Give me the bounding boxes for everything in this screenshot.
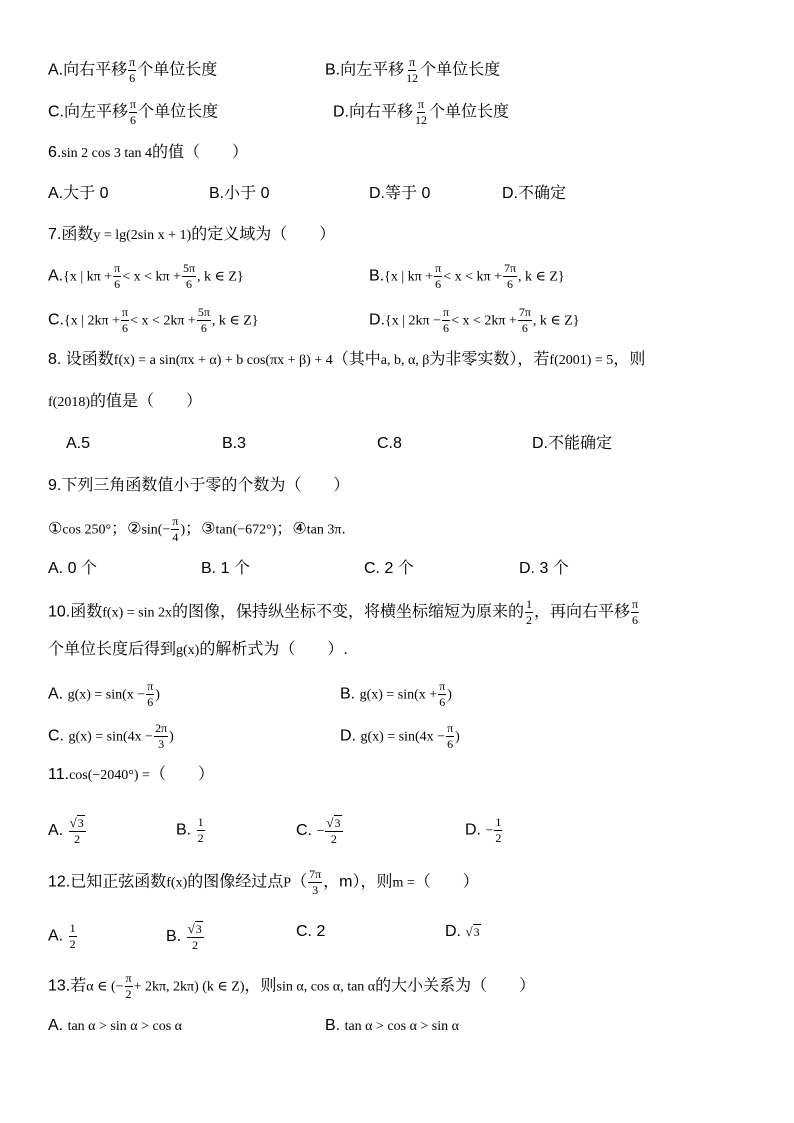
q12-stem: 12.已知正弦函数f(x)的图像经过点P（ $\frac{7\pi}{3}$ ，m），则m =（ ）	[48, 867, 479, 897]
fraction: $\frac{\pi}{12}$	[406, 55, 419, 85]
q11-option-d: D. − $\frac{1}{2}$	[465, 815, 502, 845]
q9-items: ①cos 250°；②sin(− $\frac{\pi}{4}$ )；③tan(−672°)；④tan 3π.	[48, 514, 346, 544]
q12-option-a: A. $\frac{1}{2}$	[48, 921, 76, 951]
q5-option-d: D.向右平移 $\frac{\pi}{12}$ 个单位长度	[333, 97, 510, 127]
q11-stem: 11.cos(−2040°) =（ ）	[48, 766, 214, 783]
q10-option-a: A. g(x) = sin(x − $\frac{\pi}{6}$ )	[48, 679, 160, 709]
q7-stem: 7.函数y = lg(2sin x + 1)的定义域为（ ）	[48, 226, 336, 243]
q5-option-c: C.向左平移 $\frac{\pi}{6}$ 个单位长度	[48, 97, 219, 127]
q12-option-c: C. 2	[296, 923, 326, 940]
q8-option-c: C.8	[377, 435, 402, 452]
q6-stem: 6.sin 2 cos 3 tan 4的值（ ）	[48, 144, 248, 161]
q6-option-c: D.等于 0	[369, 185, 431, 202]
fraction: $\frac{\pi}{6}$	[130, 97, 137, 127]
q9-option-c: C. 2 个	[364, 560, 414, 577]
q5-a-text: A.向右平移	[48, 61, 128, 79]
q13-stem: 13.若α ∈ (− $\frac{\pi}{2}$ + 2kπ, 2kπ) (k ∈ Z)，则sin α, cos α, tan α的大小关系为（ ）	[48, 971, 536, 1001]
q6-option-a: A.大于 0	[48, 185, 109, 202]
fraction: $\frac{\pi}{6}$	[129, 55, 136, 85]
q10-option-d: D. g(x) = sin(4x − $\frac{\pi}{6}$ )	[340, 721, 460, 751]
q7-option-a: A.{x | kπ + $\frac{\pi}{6}$ < x < kπ + $\frac{5\pi}{6}$ , k ∈ Z}	[48, 261, 244, 291]
q8-option-a: A.5	[66, 435, 91, 452]
q13-option-b: B. tan α > cos α > sin α	[325, 1017, 459, 1034]
fraction: $\frac{\pi}{12}$	[415, 97, 428, 127]
q6-option-b: B.小于 0	[209, 185, 270, 202]
q11-option-a: A. $\frac{√3}{2}$	[48, 815, 84, 846]
q8-option-b: B.3	[222, 435, 247, 452]
q10-stem: 10.函数f(x) = sin 2x的图像，保持纵坐标不变，将横坐标缩短为原来的 $\frac{1}{2}$ ，再向右平移 $\frac{\pi}{6}$	[48, 597, 639, 627]
q12-option-d: D. √3	[445, 923, 480, 940]
q11-option-b: B. $\frac{1}{2}$	[176, 815, 204, 845]
q9-option-d: D. 3 个	[519, 560, 569, 577]
q10-option-b: B. g(x) = sin(x + $\frac{\pi}{6}$ )	[340, 679, 452, 709]
q9-stem: 9.下列三角函数值小于零的个数为（ ）	[48, 477, 350, 494]
q10-stem-line2: 个单位长度后得到g(x)的解析式为（ ）.	[48, 641, 348, 658]
q7-option-b: B.{x | kπ + $\frac{\pi}{6}$ < x < kπ + $\frac{7\pi}{6}$ , k ∈ Z}	[369, 261, 565, 291]
q10-option-c: C. g(x) = sin(4x − $\frac{2\pi}{3}$ )	[48, 721, 174, 751]
q8-stem-line2: f(2018)的值是（ ）	[48, 393, 203, 410]
q5-option-a: A.向右平移 $\frac{\pi}{6}$ 个单位长度	[48, 55, 218, 85]
q6-option-d: D.不确定	[502, 185, 567, 202]
q8-stem: 8. 设函数f(x) = a sin(πx + α) + b cos(πx + β) + 4（其中a, b, α, β为非零实数），若f(2001) = 5，则	[48, 351, 646, 368]
q12-option-b: B. $\frac{√3}{2}$	[166, 921, 202, 952]
q5-option-b: B.向左平移 $\frac{\pi}{12}$ 个单位长度	[325, 55, 501, 85]
q9-option-a: A. 0 个	[48, 560, 97, 577]
q7-option-c: C.{x | 2kπ + $\frac{\pi}{6}$ < x < 2kπ + $\frac{5\pi}{6}$ , k ∈ Z}	[48, 305, 259, 335]
q11-option-c: C. − $\frac{√3}{2}$	[296, 815, 341, 846]
q9-option-b: B. 1 个	[201, 560, 250, 577]
q13-option-a: A. tan α > sin α > cos α	[48, 1017, 182, 1034]
q7-option-d: D.{x | 2kπ − $\frac{\pi}{6}$ < x < 2kπ + $\frac{7\pi}{6}$ , k ∈ Z}	[369, 305, 580, 335]
q8-option-d: D.不能确定	[532, 435, 613, 452]
